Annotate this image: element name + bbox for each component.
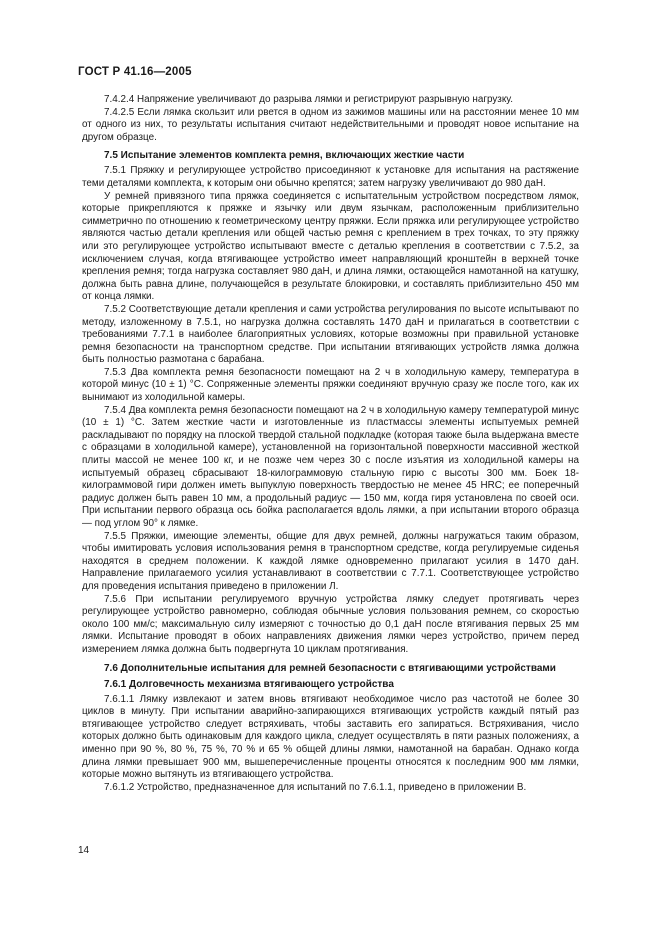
section-heading-7-6: 7.6 Дополнительные испытания для ремней безопасности с втягивающими устройствами xyxy=(104,662,556,674)
paragraph-7-5-3: 7.5.3 Два комплекта ремня безопасности помещают на 2 ч в холодильную камеру, температура в которой минус (10 ± 1) °С. Сопряженные элементы пряжки соединяют вручную сразу же после того, как их вынимают из холодильной камеры. xyxy=(82,366,579,404)
paragraph-7-6-1-1: 7.6.1.1 Лямку извлекают и затем вновь втягивают необходимое число раз частотой не более 30 циклов в минуту. При испытании аварийно-запирающихся втягивающих устройств каждый пятый раз втягивающее устройство следует встряхивать, чтобы заставить его запираться. Встряхивания, число которых должно быть одинаковым для каждого цикла, следует осуществлять в пяти разных положениях, а именно при 90 %, 80 %, 75 %, 70 % и 65 % общей длины лямки, намотанной на барабан. Однако когда длина лямки превышает 900 мм, вышеперечисленные проценты относятся к последним 900 мм лямки, которые можно вытянуть из втягивающего устройства. xyxy=(82,693,579,781)
page-number: 14 xyxy=(78,845,90,856)
paragraph-7-6-1-2: 7.6.1.2 Устройство, предназначенное для испытаний по 7.6.1.1, приведено в приложении В. xyxy=(104,781,527,793)
section-heading-7-5: 7.5 Испытание элементов комплекта ремня, включающих жесткие части xyxy=(104,150,465,162)
paragraph-7-4-2-5: 7.4.2.5 Если лямка скользит или рвется в одном из зажимов машины или на расстоянии менее 10 мм от одного из них, то результаты испытания считают недействительными и проводят новое испытание на другом образце. xyxy=(82,106,579,143)
document-code-header: ГОСТ Р 41.16—2005 xyxy=(78,66,192,78)
paragraph-7-5-2: 7.5.2 Соответствующие детали крепления и сами устройства регулирования по высоте испытывают по методу, изложенному в 7.5.1, но нагрузка должна составлять 1470 даН и прилагаться в соответствии с требованиями 7.7.1 в наиболее благоприятных условиях, которые возможны при правильной установке ремня безопасности на транспортном средстве. При испытании втягивающих устройств лямка должна быть полностью размотана с барабана. xyxy=(82,303,579,366)
paragraph-7-5-1: 7.5.1 Пряжку и регулирующее устройство присоединяют к установке для испытания на растяжение теми деталями комплекта, к которым они обычно крепятся; затем нагрузку увеличивают до 980 даН. xyxy=(82,165,579,189)
page-content xyxy=(82,94,579,794)
paragraph-7-5-1-continued: У ремней привязного типа пряжка соединяется с испытательным устройством посредством лямок, которые прикрепляются к пряжке и язычку или двум язычкам, расположенным приблизительно симметрично по отношению к геометрическому центру пряжки. Если пряжка или регулирующее устройство являются частью детали крепления или общей частью ремня с креплением в трех точках, то эту пряжку или это регулирующее устройство испытывают вместе с деталью крепления в соответствии с 7.5.2, за исключением случая, когда втягивающее устройство имеет направляющий кронштейн в верхней точке крепления ремня; тогда нагрузка составляет 980 даН, и длина лямки, остающейся намотанной на катушку, должна быть равна длине, получающейся в результате блокировки, и составлять приблизительно 450 мм от конца лямки. xyxy=(82,190,579,303)
paragraph-7-4-2-4: 7.4.2.4 Напряжение увеличивают до разрыва лямки и регистрируют разрывную нагрузку. xyxy=(104,94,513,105)
paragraph-7-5-4: 7.5.4 Два комплекта ремня безопасности помещают на 2 ч в холодильную камеру температурой минус (10 ± 1) °С. Затем жесткие части и изготовленные из пластмассы элементы испытуемых ремней раскладывают по порядку на плоской твердой стальной подкладке (которая также была выдержана вместе с образцами в холодильной камере), установленной на горизонтальной поверхности массивной жесткой плиты массой не менее 100 кг, и не позже чем через 30 с после изъятия из холодильной камеры на испытуемый образец сбрасывают 18-килограммовую стальную гирю с высоты 300 мм. Боек 18-килограммовой гири должен иметь выпуклую поверхность твердостью не менее 45 HRC; ее поперечный радиус должен быть равен 10 мм, а продольный радиус — 150 мм, когда гиря установлена по своей оси. При испытании первого образца ось бойка располагается вдоль лямки, а при испытании второго образца — под углом 90° к лямке. xyxy=(82,404,579,529)
paragraph-7-5-6: 7.5.6 При испытании регулируемого вручную устройства лямку следует протягивать через регулирующее устройство равномерно, соблюдая обычные условия пользования ремнем, со скоростью около 100 мм/с; максимальную силу измеряют с точностью до 0,1 даН после втягивания первых 25 мм лямки. Испытание проводят в обоих направлениях движения лямки через устройство, причем перед измерением лямка должна быть подвергнута 10 циклам протягивания. xyxy=(82,593,579,655)
subsection-heading-7-6-1: 7.6.1 Долговечность механизма втягивающего устройства xyxy=(104,678,394,690)
paragraph-7-5-5: 7.5.5 Пряжки, имеющие элементы, общие для двух ремней, должны нагружаться таким образом, чтобы имитировать условия использования ремня в транспортном средстве, когда регулируемые сиденья находятся в среднем положении. К каждой лямке одновременно прилагают усилия в 1470 даН. Направление прилагаемого усилия устанавливают в соответствии с 7.7.1. Соответствующее устройство для проведения испытания приведено в приложении Л. xyxy=(82,530,579,592)
